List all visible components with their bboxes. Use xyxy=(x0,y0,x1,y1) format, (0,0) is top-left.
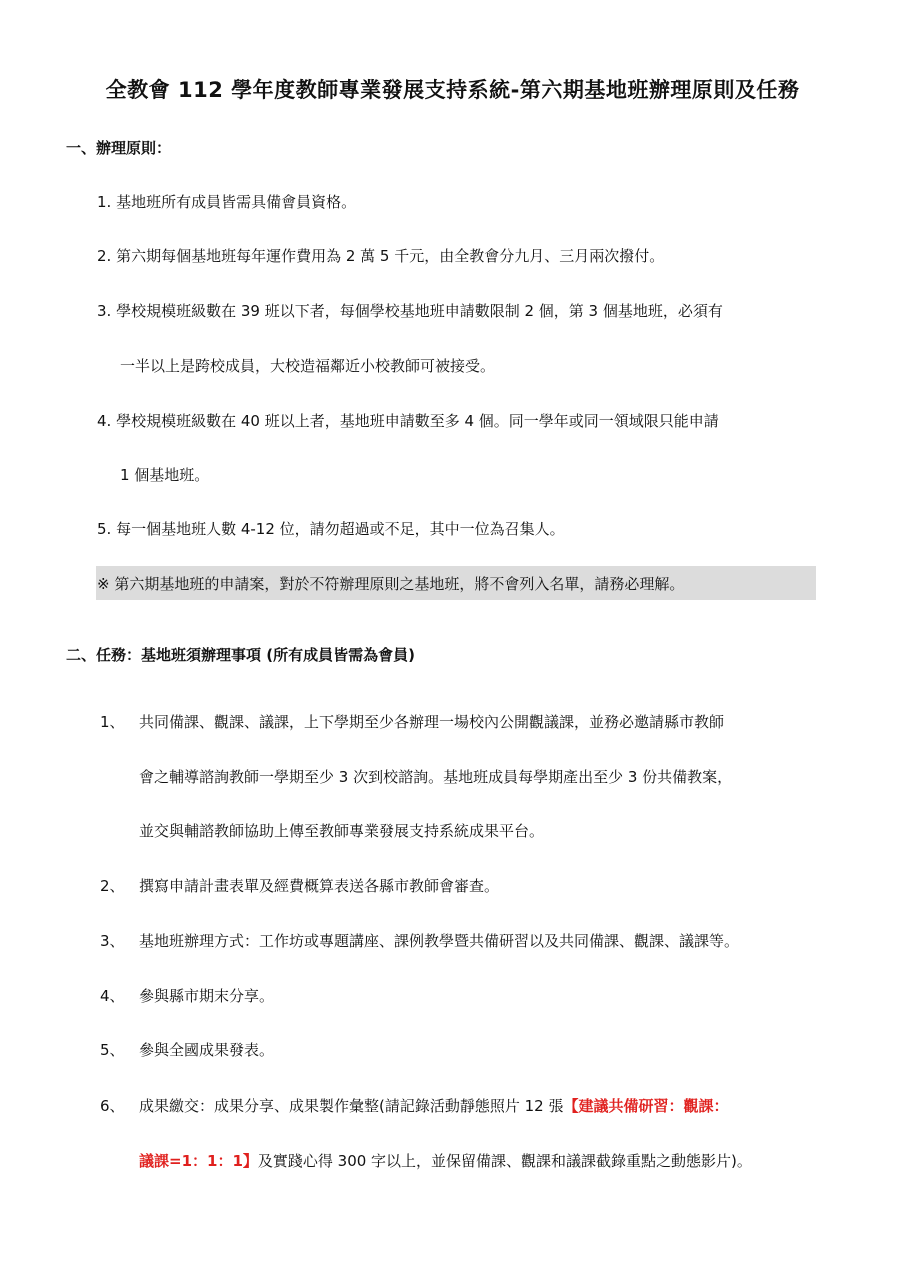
principle-item-1: 1. 基地班所有成員皆需具備會員資格。 xyxy=(97,193,357,211)
task-number-5: 5、 xyxy=(100,1041,125,1059)
principle-item-5: 5. 每一個基地班人數 4-12 位，請勿超過或不足，其中一位為召集人。 xyxy=(97,520,565,538)
task-item-4: 參與縣市期末分享。 xyxy=(139,987,275,1005)
section-heading-principles: 一、辦理原則： xyxy=(66,139,172,157)
note-text: ※ 第六期基地班的申請案，對於不符辦理原則之基地班，將不會列入名單，請務必理解。 xyxy=(97,575,685,593)
principle-item-2: 2. 第六期每個基地班每年運作費用為 2 萬 5 千元，由全教會分九月、三月兩次撥付。 xyxy=(97,247,665,265)
task-item-6-ratio-highlight-start: 【建議共備研習：觀課： xyxy=(563,1097,729,1115)
principle-item-3-line-1: 3. 學校規模班級數在 39 班以下者，每個學校基地班申請數限制 2 個，第 3 個基地班，必須有 xyxy=(97,302,723,320)
document-title: 全教會 112 學年度教師專業發展支持系統-第六期基地班辦理原則及任務 xyxy=(105,78,800,102)
section-heading-tasks: 二、任務：基地班須辦理事項 (所有成員皆需為會員) xyxy=(66,646,415,664)
principle-item-4-line-2: 1 個基地班。 xyxy=(120,466,210,484)
task-item-6-line-2 xyxy=(139,1151,752,1171)
task-item-2: 撰寫申請計畫表單及經費概算表送各縣市教師會審查。 xyxy=(139,877,500,895)
task-item-6-line-1-text: 成果繳交：成果分享、成果製作彙整(請記錄活動靜態照片 12 張 xyxy=(139,1097,564,1115)
task-item-6-ratio-highlight-end: 議課=1：1：1】 xyxy=(139,1152,258,1170)
task-number-4: 4、 xyxy=(100,987,125,1005)
task-item-1-line-1: 共同備課、觀課、議課，上下學期至少各辦理一場校內公開觀議課，並務必邀請縣市教師 xyxy=(139,713,725,731)
principle-item-3-line-2: 一半以上是跨校成員，大校造福鄰近小校教師可被接受。 xyxy=(120,357,496,375)
principle-item-4-line-1: 4. 學校規模班級數在 40 班以上者，基地班申請數至多 4 個。同一學年或同一領域限只能申請 xyxy=(97,412,719,430)
task-item-6-line-2-text: 及實踐心得 300 字以上，並保留備課、觀課和議課截錄重點之動態影片)。 xyxy=(257,1152,752,1170)
task-number-2: 2、 xyxy=(100,877,125,895)
task-number-3: 3、 xyxy=(100,932,125,950)
task-number-6: 6、 xyxy=(100,1097,125,1115)
task-item-1-line-3: 並交與輔諮教師協助上傳至教師專業發展支持系統成果平台。 xyxy=(139,822,545,840)
task-number-1: 1、 xyxy=(100,713,125,731)
task-item-3: 基地班辦理方式：工作坊或專題講座、課例教學暨共備研習以及共同備課、觀課、議課等。 xyxy=(139,932,740,950)
task-item-5: 參與全國成果發表。 xyxy=(139,1041,275,1059)
task-item-1-line-2: 會之輔導諮詢教師一學期至少 3 次到校諮詢。基地班成員每學期產出至少 3 份共備教案， xyxy=(139,768,733,786)
task-item-6-line-1 xyxy=(139,1096,729,1116)
